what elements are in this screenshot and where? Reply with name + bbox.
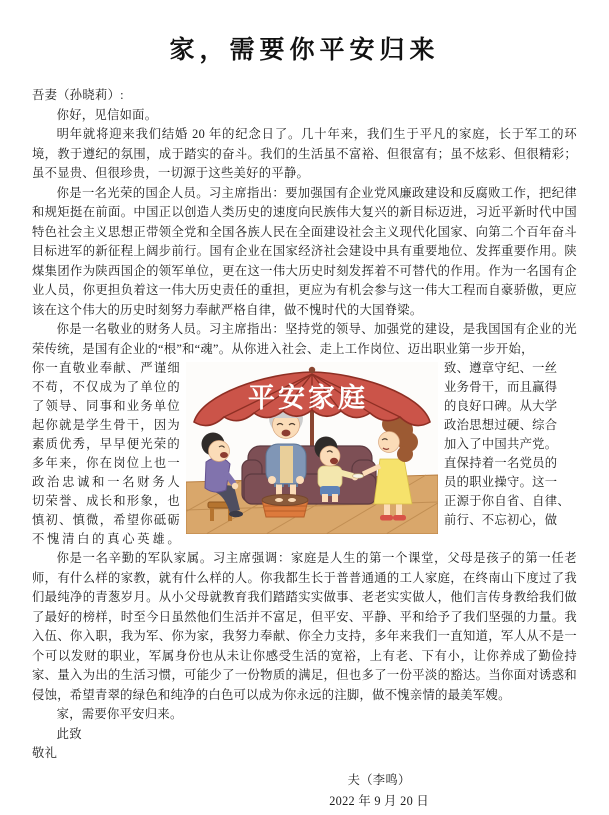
- closing-cizhi: 此致: [56, 726, 82, 741]
- paragraph-home-return: 家，需要你平安归来。: [56, 707, 183, 721]
- wrap-line: 多年来，你在岗位上也一: [32, 456, 180, 470]
- wrap-right-column: [444, 359, 577, 530]
- closing-jingli: 敬礼: [32, 746, 58, 760]
- signature-block: [329, 770, 429, 812]
- wrap-line: 不苟，不仅成为了单位的: [32, 380, 180, 394]
- wrap-line: 起你就是学生骨干，因为: [32, 418, 180, 432]
- foot-basin: [262, 495, 308, 518]
- wrap-line: 的良好口碑。从大学: [444, 399, 558, 413]
- wrap-line: 政治思想过硬、综合: [444, 418, 558, 432]
- wrap-line: 你一直敬业奉献、严谨细: [32, 361, 180, 375]
- letter-body: [0, 86, 609, 812]
- greeting-line: 你好，见信如面。: [56, 107, 158, 122]
- paragraph-finance-intro: 你是一名敬业的财务人员。习主席指出：坚持党的领导、加强党的建设，是我国国有企业的光荣传统，是国有企业的“根”和“魂”。从你进入社会、走上工作岗位、迈出职业第一步开始，: [32, 322, 577, 356]
- wrap-line: 前行、不忘初心，做: [444, 513, 558, 527]
- wrap-line: 慎初、慎微，希望你砥砺: [32, 513, 180, 527]
- paragraph-state-enterprise: 你是一名光荣的国企人员。习主席指出：要加强国有企业党风廉政建设和反腐败工作，把纪律和规矩挺在前面。中国正以创造人类历史的速度向民族伟大复兴的新目标迈进，习近平新时代中国特色社会主义思想正带领全党和全国各族人民在全面建设社会主义现代化国家、向第二个百年奋斗目标进军的新征程上阔步前行。国有企业在国家经济社会建设中具有重要地位、发挥重要作用。陕煤集团作为陕西国企的领军单位，更在这一伟大历史时刻发挥着不可替代的作用。作为一名国有企业人员，你更担负着这一伟大历史责任的重担，更应为有机会参与这一伟大工程而自豪骄傲，更应该在这个伟大的历史时刻努力奉献严格自律，做不愧时代的大国脊梁。: [32, 185, 577, 317]
- wrap-line: 切荣誉、成长和形象，也: [32, 494, 180, 508]
- paragraph-anniversary: 明年就将迎来我们结婚 20 年的纪念日了。几十年来，我们生于平凡的家庭，长于军工的环境，教于遵纪的氛围，成于踏实的奋斗。我们的生活虽不富裕、但很富有；虽不炫彩、但很精彩；虽不显贵、但很珍贵，一切源于这些美好的平静。: [32, 127, 577, 180]
- wrap-line: 政治忠诚和一名财务人: [32, 475, 180, 489]
- wrap-line: 加入了中国共产党。: [444, 437, 558, 451]
- signature-date: 2022 年 9 月 20 日: [329, 793, 429, 808]
- signature-name: 夫（李鸣）: [347, 772, 411, 787]
- wrap-line: 致、遵章守纪、一丝: [444, 361, 558, 375]
- family-safety-svg: [186, 362, 438, 534]
- paragraph-military-family: 你是一名辛勤的军队家属。习主席强调：家庭是人生的第一个课堂，父母是孩子的第一任老师，有什么样的家教，就有什么样的人。你我都生长于普普通通的工人家庭，在终南山下度过了我们最纯净的青葱岁月。从小父母就教育我们踏踏实实做事、老老实实做人，他们言传身教给我们做了最好的榜样，时至今日虽然他们生活并不富足，但平安、平静、平和给予了我们坚强的力量。我入伍、你入职，我为军、你为家，我努力奉献、你全力支持，多年来我们一直知道，军人从不是一个可以发财的职业，军属身份也从未让你感受生活的宽裕，上有老、下有小，让你养成了勤俭持家、量入为出的生活习惯，可能少了一份物质的满足，但也多了一份平淡的豁达。当你面对诱惑和侵蚀，希望青翠的绿色和纯净的白色可以成为你永远的注脚，做不愧亲情的最美军嫂。: [32, 551, 577, 702]
- wrap-line: 员的职业操守。这一: [444, 475, 558, 489]
- wrap-line: 正源于你自省、自律、: [444, 494, 570, 508]
- wrap-line: 了领导、同事和业务单位: [32, 399, 180, 413]
- wrap-line: 不愧清白的真心英雄。: [32, 532, 180, 546]
- umbrella-finial: [309, 367, 315, 373]
- family-safety-illustration: [180, 359, 444, 534]
- text-wrap-section: [32, 359, 577, 549]
- salutation: 吾妻（孙晓莉）:: [32, 88, 124, 102]
- umbrella-label: 平安家庭: [248, 383, 368, 413]
- wrap-line: 业务骨干，而且赢得: [444, 380, 558, 394]
- letter-title: 家，需要你平安归来: [169, 37, 440, 64]
- wrap-line: 素质优秀，早早便光荣的: [32, 437, 180, 451]
- wrap-line: 直保持着一名党员的: [444, 456, 558, 470]
- wrap-left-column: [32, 359, 180, 549]
